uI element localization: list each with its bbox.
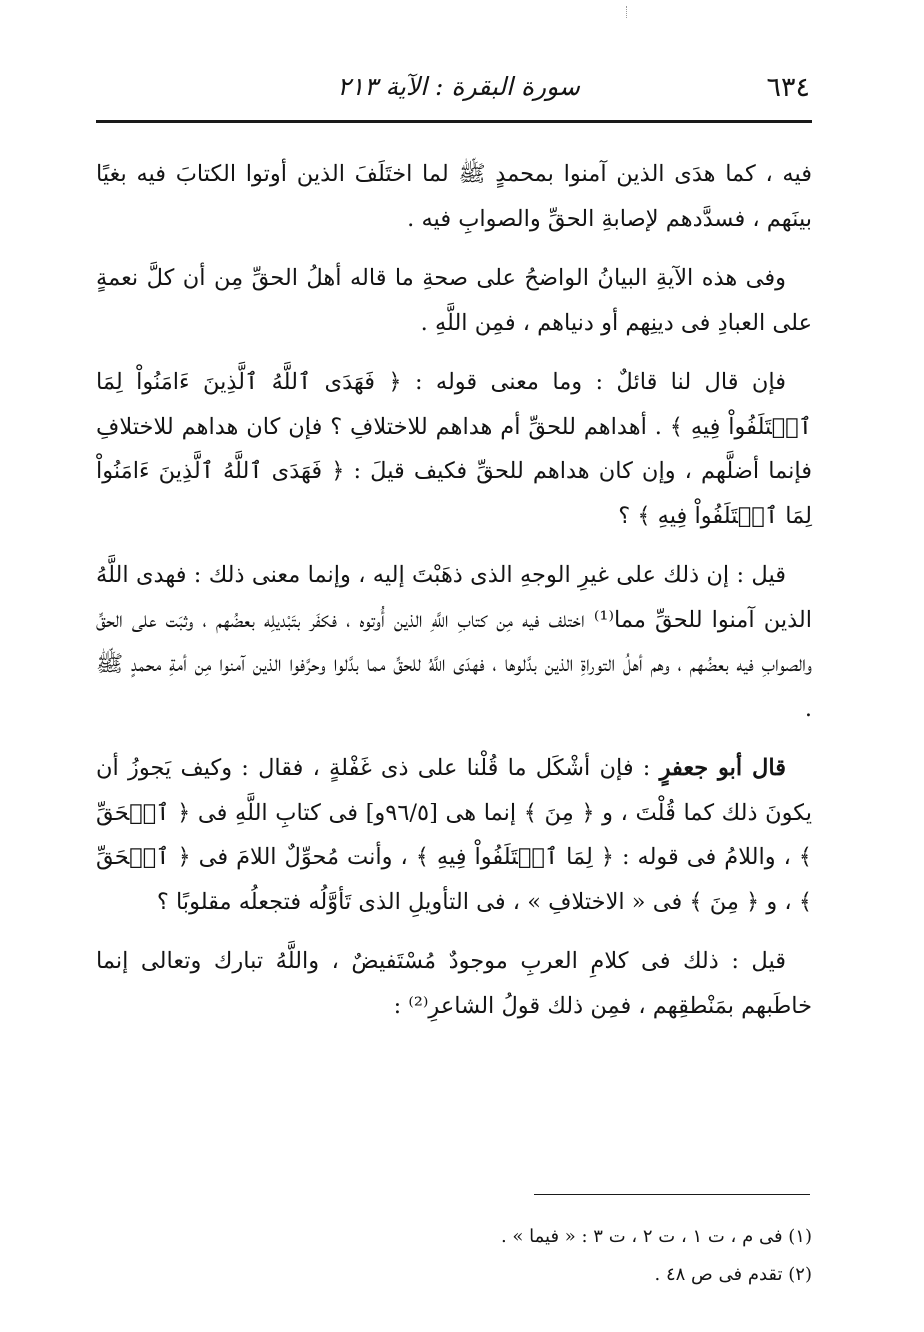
main-text bbox=[96, 152, 812, 1043]
paragraph: فإن قال لنا قائلٌ : وما معنى قوله : ﴿ فَهَدَى ٱللَّهُ ٱلَّذِينَ ءَامَنُواْ لِمَا ٱخۡتَلَفُواْ فِيهِ ﴾ . أهداهم للحقِّ أم هداهم للاختلافِ ؟ فإن كان هداهم للاختلافِ فإنما أضلَّهم ، وإن كان هداهم للحقِّ فكيف قيلَ : ﴿ فَهَدَى ٱللَّهُ ٱلَّذِينَ ءَامَنُواْ لِمَا ٱخۡتَلَفُواْ فِيهِ ﴾ ؟ bbox=[96, 369, 812, 529]
paragraph: وفى هذه الآيةِ البيانُ الواضحُ على صحةِ ما قاله أهلُ الحقِّ مِن أن كلَّ نعمةٍ على العبادِ فى دينِهم أو دنياهم ، فمِن اللَّهِ . bbox=[96, 265, 812, 336]
paragraph: قيل : إن ذلك على غيرِ الوجهِ الذى ذهَبْتَ إليه ، وإنما معنى ذلك : فهدى اللَّهُ الذين آمنوا للحقِّ مما⁽¹⁾ اختلف فيه مِن كتابِ اللَّهِ الذين أُوتوه ، فكفَر بتَبْديلِه بعضُهم ، وثبَت على الحقِّ والصوابِ فيه بعضُهم ، وهم أهلُ التوراةِ الذين بدَّلوها ، فهدَى اللَّهُ للحقِّ مما بدَّلوا وحرَّفوا الذين آمنوا مِن أمةِ محمدٍ ﷺ . bbox=[96, 562, 813, 722]
paragraph: قيل : ذلك فى كلامِ العربِ موجودٌ مُسْتَفيضٌ ، واللَّهُ تبارك وتعالى إنما خاطَبهم بمَنْطقِهم ، فمِن ذلك قولُ الشاعرِ⁽²⁾ : bbox=[96, 948, 812, 1019]
footnote: (١) فى م ، ت ١ ، ت ٢ ، ت ٣ : « فيما » . bbox=[500, 1226, 812, 1247]
header-divider bbox=[96, 120, 812, 123]
scan-mark bbox=[626, 6, 631, 18]
footnote-divider bbox=[534, 1194, 810, 1195]
speaker-name: قال أبو جعفرٍ bbox=[659, 755, 787, 781]
paragraph: فيه ، كما هدَى الذين آمنوا بمحمدٍ ﷺ لما اختَلَفَ الذين أوتوا الكتابَ فيه بغيًا بينَهم ، فسدَّدهم لإصابةِ الحقِّ والصوابِ فيه . bbox=[96, 161, 813, 232]
page-header bbox=[98, 68, 810, 112]
running-head: سورة البقرة : الآية ٢١٣ bbox=[337, 72, 580, 101]
paragraph-text: : فإن أشْكَل ما قُلْنا على ذى غَفْلةٍ ، فقال : وكيف يَجوزُ أن يكونَ ذلك كما قُلْتَ ، و ﴿ مِنَ ﴾ إنما هى [٩٦/٥و] فى كتابِ اللَّهِ فى ﴿ ٱلۡحَقِّ ﴾ ، واللامُ فى قوله : ﴿ لِمَا ٱخۡتَلَفُواْ فِيهِ ﴾ ، وأنت مُحوِّلٌ اللامَ فى ﴿ ٱلۡحَقِّ ﴾ ، و ﴿ مِنَ ﴾ فى « الاختلافِ » ، فى التأويلِ الذى تَأوَّلُه فتجعلُه مقلوبًا ؟ bbox=[96, 755, 812, 915]
footnotes bbox=[96, 1218, 812, 1294]
paragraph bbox=[96, 746, 812, 924]
page-number: ٦٣٤ bbox=[766, 72, 810, 103]
footnote: (٢) تقدم فى ص ٤٨ . bbox=[654, 1264, 812, 1285]
